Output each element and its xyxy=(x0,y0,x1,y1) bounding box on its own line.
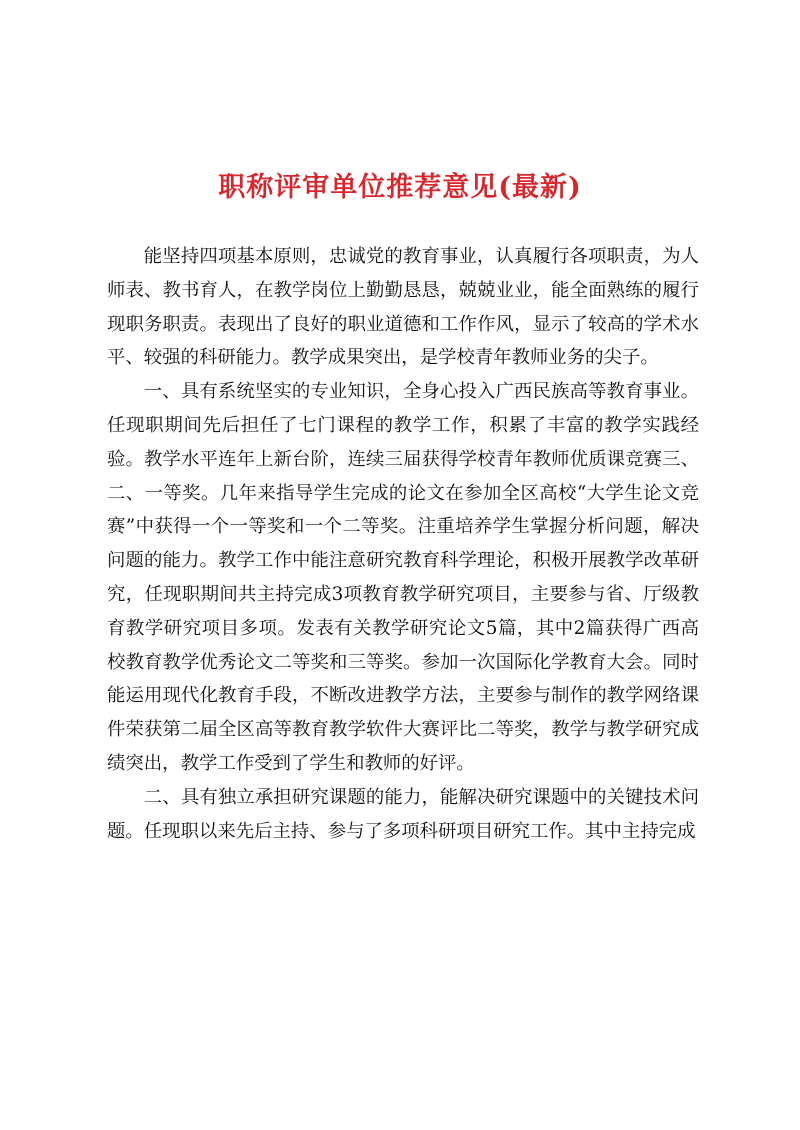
document-body xyxy=(107,240,699,848)
paragraph-section-one: 一、具有系统坚实的专业知识，全身心投入广西民族高等教育事业。任现职期间先后担任了七门课程的教学工作，积累了丰富的教学实践经验。教学水平连年上新台阶，连续三届获得学校青年教师优质课竞赛三、二、一等奖。几年来指导学生完成的论文在参加全区高校“大学生论文竞赛”中获得一个一等奖和一个二等奖。注重培养学生掌握分析问题，解决问题的能力。教学工作中能注意研究教育科学理论，积极开展教学改革研究，任现职期间共主持完成3项教育教学研究项目，主要参与省、厅级教育教学研究项目多项。发表有关教学研究论文5篇，其中2篇获得广西高校教育教学优秀论文二等奖和三等奖。参加一次国际化学教育大会。同时能运用现代化教育手段，不断改进教学方法，主要参与制作的教学网络课件荣获第二届全区高等教育教学软件大赛评比二等奖，教学与教学研究成绩突出，教学工作受到了学生和教师的好评。 xyxy=(107,381,699,774)
document-title: 职称评审单位推荐意见(最新) xyxy=(218,172,582,203)
paragraph-section-two: 二、具有独立承担研究课题的能力，能解决研究课题中的关键技术问题。任现职以来先后主持、参与了多项科研项目研究工作。其中主持完成 xyxy=(107,786,699,842)
paragraph-intro: 能坚持四项基本原则，忠诚党的教育事业，认真履行各项职责，为人师表、教书育人，在教学岗位上勤勤恳恳，兢兢业业，能全面熟练的履行现职务职责。表现出了良好的职业道德和工作作风，显示了较高的学术水平、较强的科研能力。教学成果突出，是学校青年教师业务的尖子。 xyxy=(107,246,699,369)
